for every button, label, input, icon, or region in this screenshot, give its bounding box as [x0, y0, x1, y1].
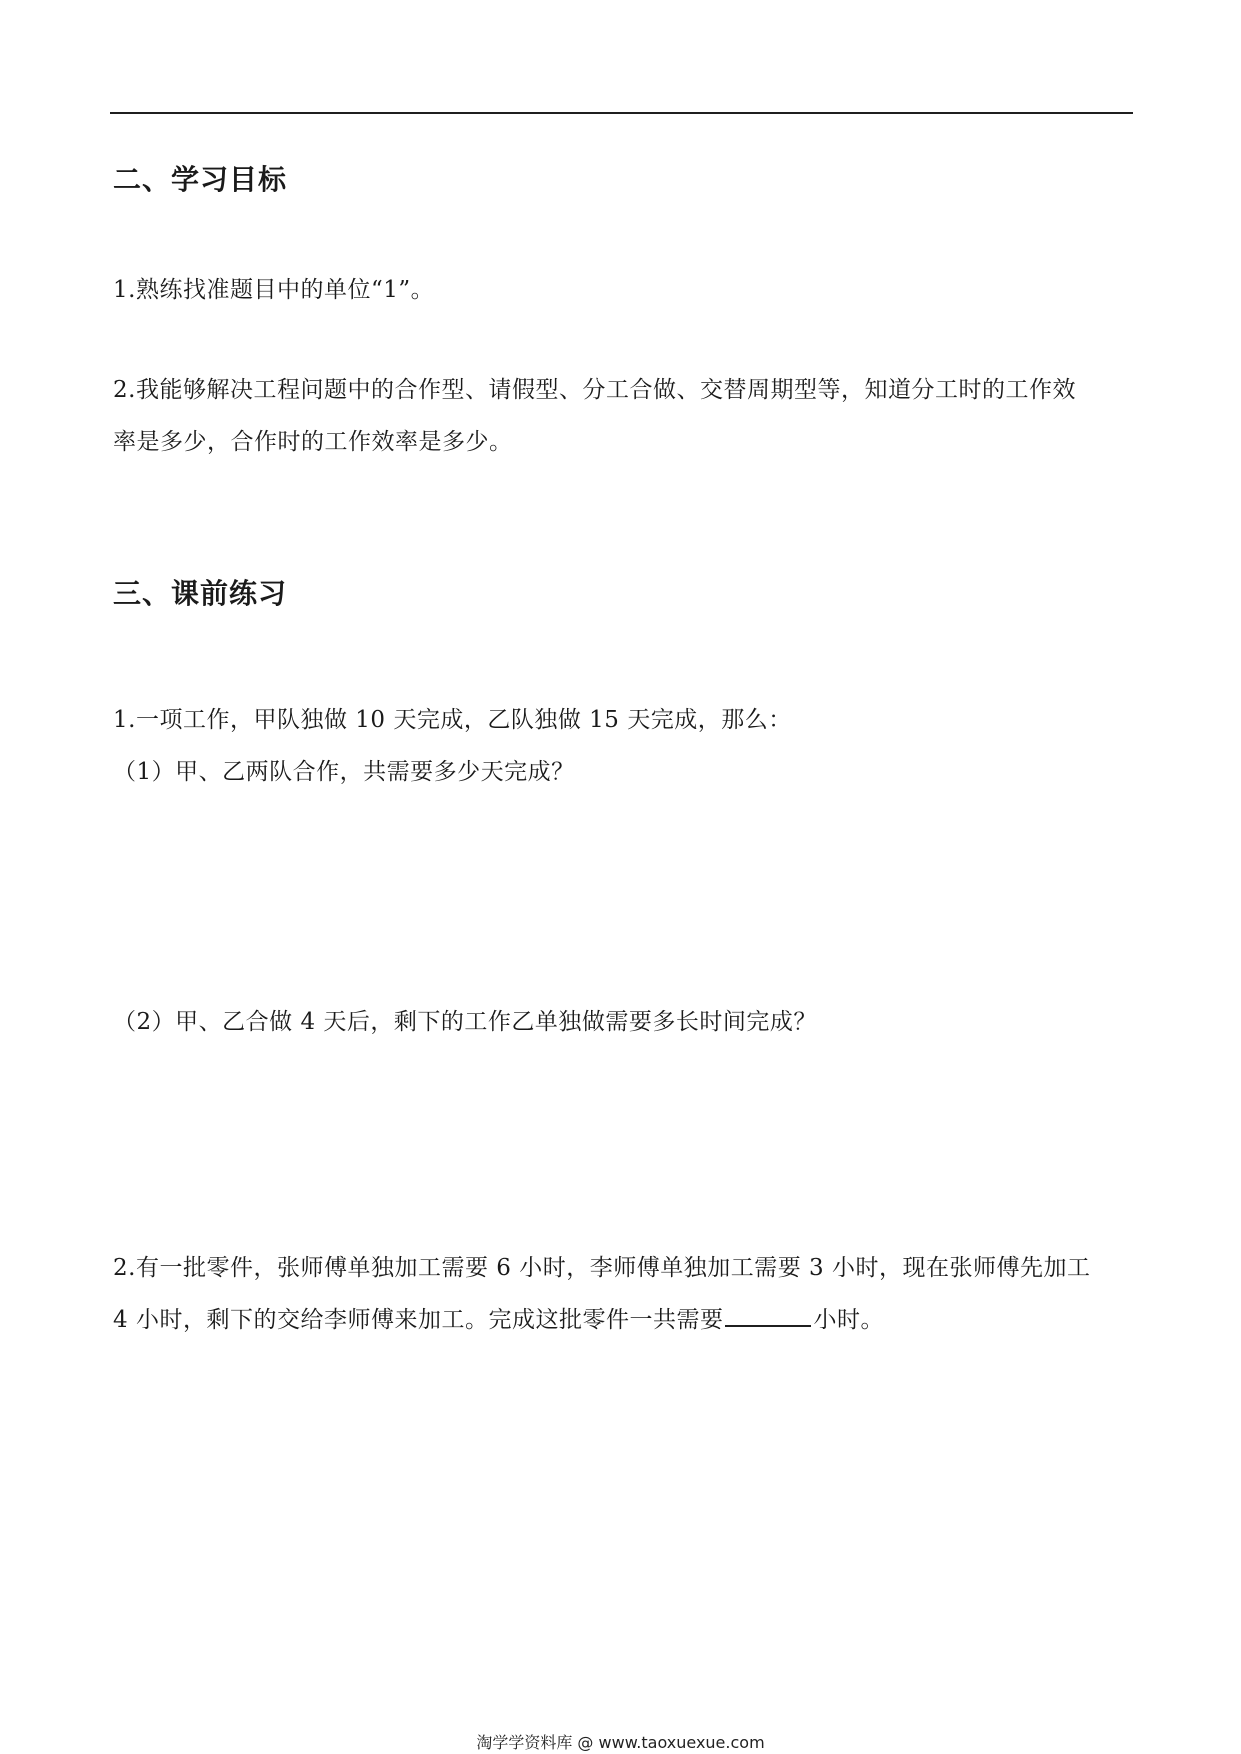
question-2-line-2-before: 4 小时，剩下的交给李师傅来加工。完成这批零件一共需要	[113, 1307, 724, 1333]
goal-item-2	[113, 364, 1133, 468]
section-heading-pre-class-practice: 三、课前练习	[113, 577, 288, 610]
question-1	[113, 694, 1133, 798]
goal-item-1	[113, 264, 1133, 316]
footer-watermark: 淘学学资料库 @ www.taoxuexue.com	[476, 1733, 765, 1752]
goal-item-1-text: 1.熟练找准题目中的单位“1”。	[113, 277, 435, 303]
question-2-line-2-after: 小时。	[813, 1307, 884, 1333]
goal-item-2-line-2: 率是多少，合作时的工作效率是多少。	[113, 429, 513, 455]
section-heading-learning-goals: 二、学习目标	[113, 163, 288, 196]
question-1-part-2-block	[113, 996, 1133, 1048]
header-rule	[110, 112, 1133, 114]
question-2	[113, 1242, 1133, 1346]
question-1-part-2: （2）甲、乙合做 4 天后，剩下的工作乙单独做需要多长时间完成？	[113, 1009, 817, 1035]
question-1-part-1: （1）甲、乙两队合作，共需要多少天完成？	[113, 759, 575, 785]
question-2-line-2	[113, 1294, 1133, 1346]
question-2-line-1: 2.有一批零件，张师傅单独加工需要 6 小时，李师傅单独加工需要 3 小时，现在张师傅先加工	[113, 1255, 1091, 1281]
question-1-stem: 1.一项工作，甲队独做 10 天完成，乙队独做 15 天完成，那么：	[113, 707, 792, 733]
goal-item-2-line-1: 2.我能够解决工程问题中的合作型、请假型、分工合做、交替周期型等，知道分工时的工作效	[113, 377, 1076, 403]
answer-blank[interactable]	[725, 1301, 811, 1327]
